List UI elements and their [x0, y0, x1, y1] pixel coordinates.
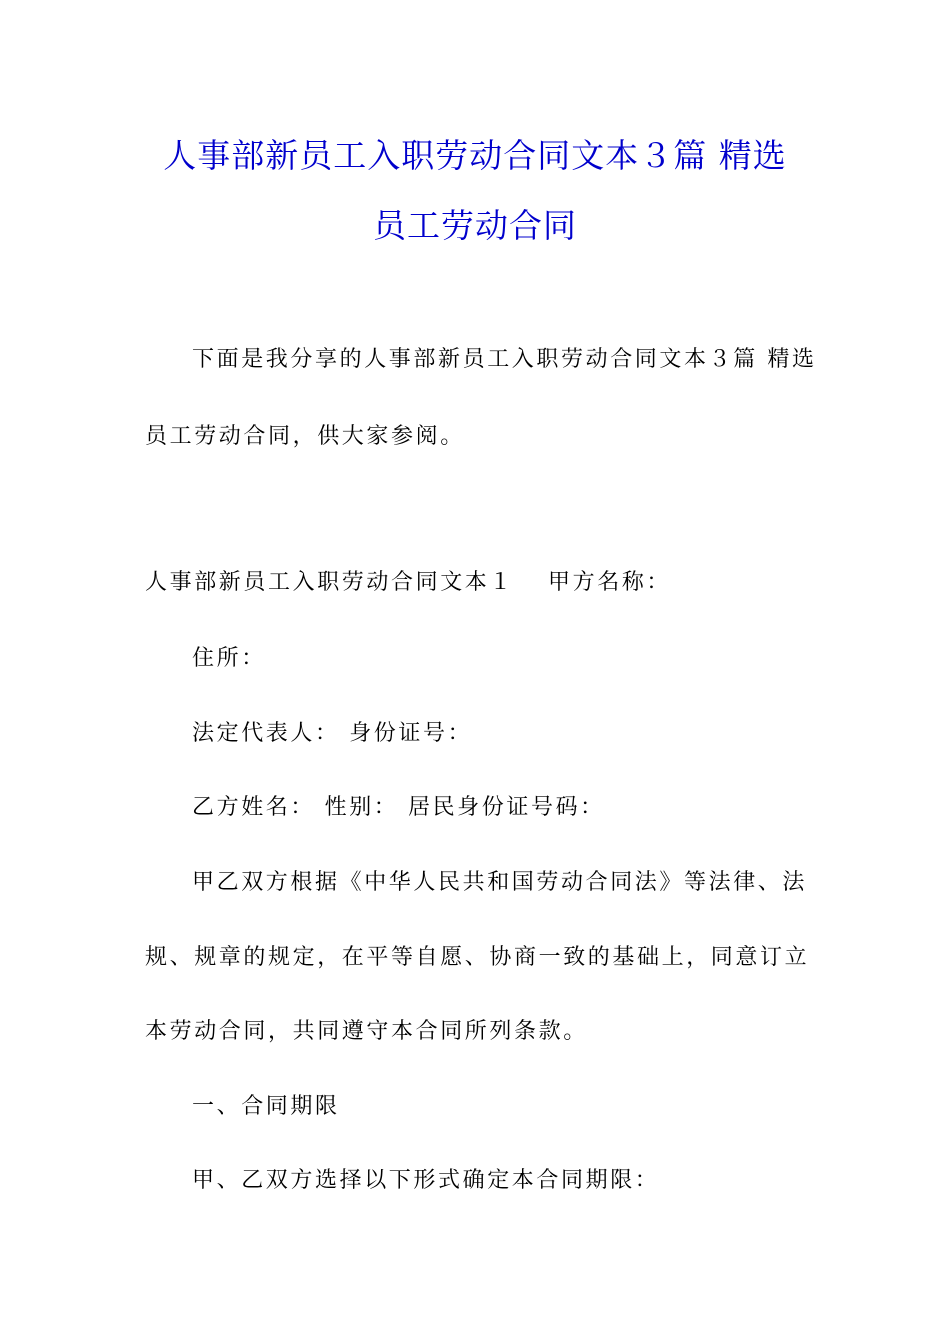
address-label: 住所：	[192, 646, 266, 671]
section-1-heading: 人事部新员工入职劳动合同文本１	[145, 570, 515, 595]
intro-paragraph-line-2: 员工劳动合同，供大家参阅。	[145, 424, 465, 449]
document-title-line-2: 员工劳动合同	[373, 206, 577, 245]
basis-paragraph-line-3: 本劳动合同，共同遵守本合同所列条款。	[145, 1019, 588, 1044]
intro-paragraph-line-1: 下面是我分享的人事部新员工入职劳动合同文本３篇 精选	[192, 347, 817, 372]
legal-representative-line: 法定代表人： 身份证号：	[192, 721, 473, 746]
basis-paragraph-line-1: 甲乙双方根据《中华人民共和国劳动合同法》等法律、法	[192, 870, 808, 895]
clause-1-heading: 一、合同期限	[192, 1094, 340, 1119]
party-a-name-label: 甲方名称：	[548, 570, 672, 595]
basis-paragraph-line-2: 规、规章的规定，在平等自愿、协商一致的基础上，同意订立	[145, 945, 810, 970]
document-title-line-1: 人事部新员工入职劳动合同文本３篇 精选	[163, 136, 787, 175]
clause-1-text: 甲、乙双方选择以下形式确定本合同期限：	[192, 1168, 660, 1193]
section-1-heading-line	[145, 569, 671, 597]
party-b-line: 乙方姓名： 性别： 居民身份证号码：	[192, 795, 605, 820]
